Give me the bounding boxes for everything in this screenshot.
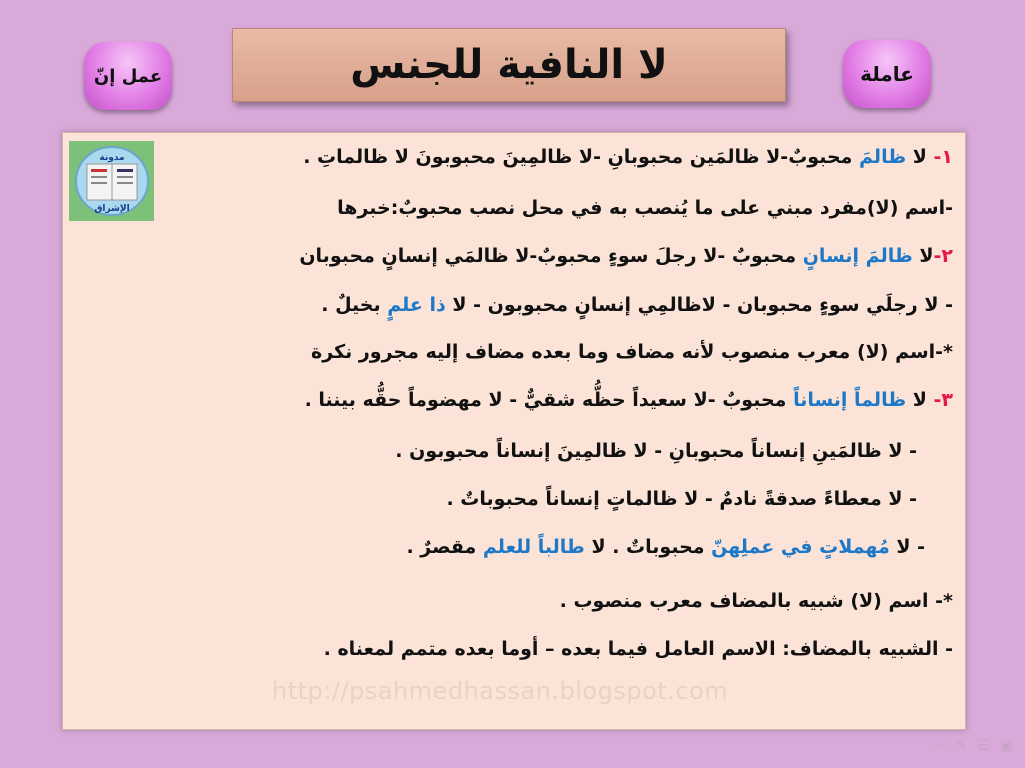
line-6-highlight: ظالماً إنساناً <box>793 389 907 411</box>
line-4-part-a: - لا رجلَي سوءٍ محبوبان - لاظالمِي إنسانٍ محبوبون - لا <box>445 294 953 316</box>
slide-title: لا النافية للجنس <box>350 42 668 88</box>
logo-title-text: مدونة <box>98 153 125 163</box>
line-10: *- اسم (لا) شبيه بالمضاف معرب منصوب . <box>559 590 953 612</box>
amila-label: عاملة <box>860 62 914 86</box>
blog-watermark: http://psahmedhassan.blogspot.com <box>272 677 729 705</box>
logo-subtitle-text: الإشراق <box>93 204 130 214</box>
line-4-highlight: ذا علمٍ <box>387 294 446 316</box>
line-4 <box>321 294 953 316</box>
line-3-part-a: لا <box>912 245 934 267</box>
line-1 <box>303 146 953 168</box>
line-9-part-c: محبوباتٌ . لا <box>584 536 712 558</box>
line-9-part-a: - لا <box>889 536 925 558</box>
line-3-highlight: ظالمَ إنسانٍ <box>802 245 913 267</box>
line-9 <box>406 536 925 558</box>
line-1-number: ١- <box>933 146 953 168</box>
amila-button[interactable] <box>843 40 931 108</box>
line-5: *-اسم (لا) معرب منصوب لأنه مضاف وما بعده مضاف إليه مجرور نكرة <box>311 341 953 363</box>
line-6-number: ٣- <box>933 389 953 411</box>
line-6-part-c: محبوبٌ -لا سعيداً حظُّه شقيٌّ - لا مهضوماً حقُّه بيننا . <box>304 389 794 411</box>
line-6-part-a: لا <box>906 389 934 411</box>
line-3-part-c: محبوبٌ -لا رجلَ سوءٍ محبوبٌ-لا ظالمَي إنسانٍ محبوبان <box>299 245 803 267</box>
slide-title-box <box>232 28 786 102</box>
monitor-icon[interactable]: ▣ <box>999 738 1013 754</box>
line-9-highlight-2: طالباً للعلم <box>482 536 585 558</box>
amal-inna-button[interactable] <box>84 42 172 110</box>
line-11: - الشبيه بالمضاف: الاسم العامل فيما بعده – أوما بعده متمم لمعناه . <box>323 638 953 660</box>
line-3-number: ٢- <box>933 245 953 267</box>
line-2: -اسم (لا)مفرد مبني على ما يُنصب به في محل نصب محبوبٌ:خبرها <box>337 197 953 219</box>
line-1-part-c: محبوبٌ-لا ظالمَين محبوبانِ -لا ظالمِينَ محبوبونَ لا ظالماتِ . <box>303 146 860 168</box>
blog-logo <box>69 141 154 221</box>
line-7: - لا ظالمَينِ إنساناً محبوبانِ - لا ظالمِينَ إنساناً محبوبون . <box>395 440 917 462</box>
line-9-highlight-1: مُهملاتٍ في عملِهنّ <box>711 536 890 558</box>
menu-icon[interactable]: ☰ <box>977 738 990 754</box>
pen-icon[interactable]: ✎ <box>955 738 968 754</box>
arrow-left-icon[interactable]: ⇦ <box>933 738 946 754</box>
line-3 <box>299 245 953 267</box>
line-6 <box>305 389 953 411</box>
slide-nav <box>934 738 1013 754</box>
line-1-highlight: ظالمَ <box>859 146 907 168</box>
line-9-part-e: مقصرٌ . <box>406 536 483 558</box>
amal-inna-label: عمل إنّ <box>93 65 163 87</box>
line-8: - لا معطاءً صدقةً نادمٌ - لا ظالماتٍ إنساناً محبوباتٌ . <box>446 488 917 510</box>
line-1-part-a: لا <box>906 146 934 168</box>
line-4-part-c: بخيلٌ . <box>321 294 388 316</box>
